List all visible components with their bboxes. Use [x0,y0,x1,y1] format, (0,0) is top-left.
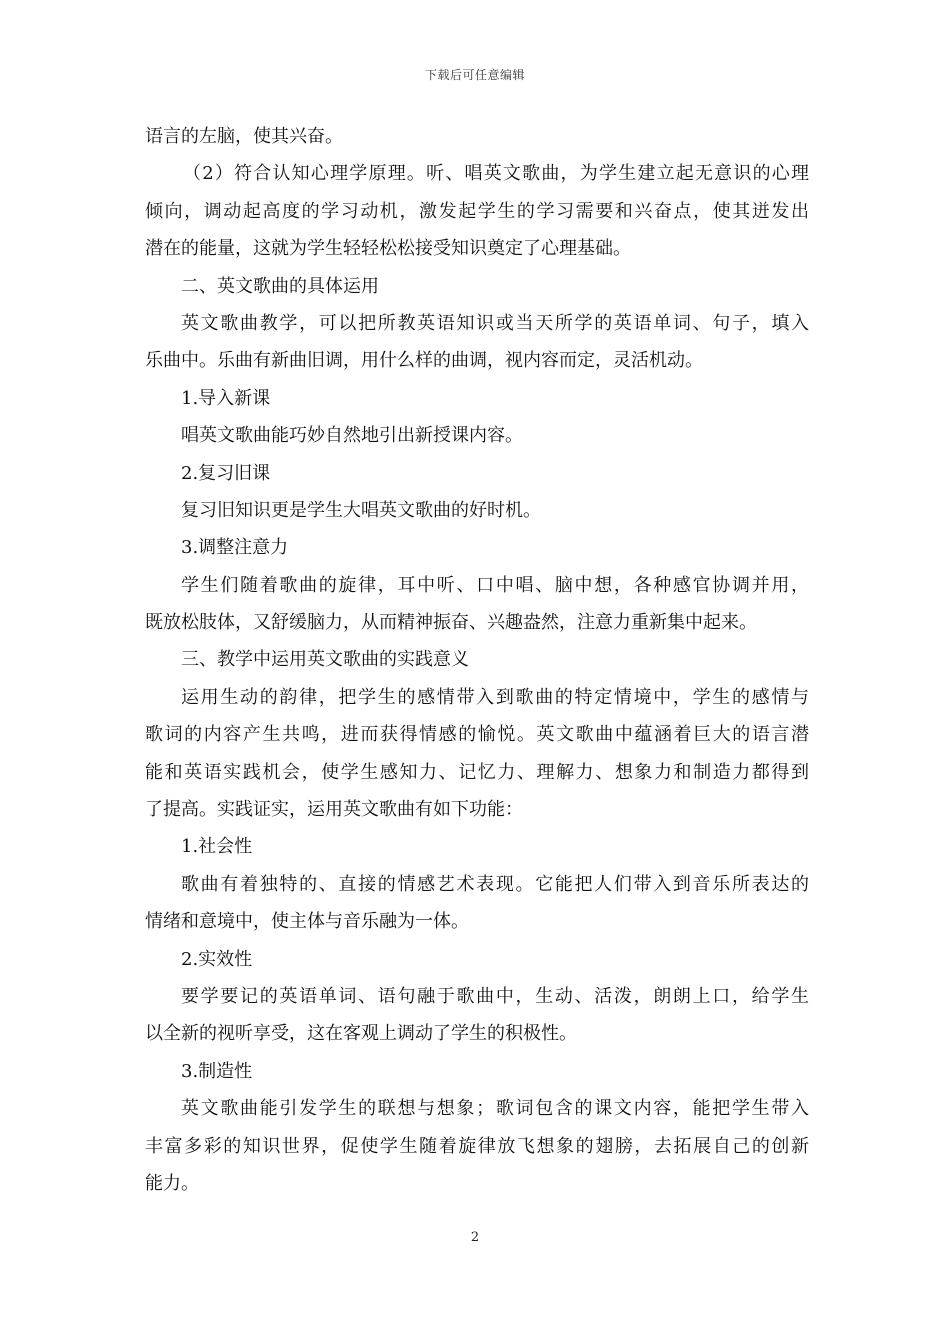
subsection-heading: 3.调整注意力 [181,537,289,559]
subsection-heading: 3.制造性 [181,1060,253,1082]
paragraph-line: 复习旧知识更是学生大唱英文歌曲的好时机。 [181,499,541,521]
paragraph-line: 要学要记的英语单词、语句融于歌曲中，生动、活泼，朗朗上口，给学生 [181,985,809,1007]
paragraph-line: 潜在的能量，这就为学生轻轻松松接受知识奠定了心理基础。 [145,238,631,260]
paragraph-line: 唱英文歌曲能巧妙自然地引出新授课内容。 [181,425,523,447]
paragraph-line: 语言的左脑，使其兴奋。 [145,126,343,147]
paragraph-line: 既放松肢体，又舒缓脑力，从而精神振奋、兴趣盎然，注意力重新集中起来。 [145,612,757,634]
paragraph-line: 能和英语实践机会，使学生感知力、记忆力、理解力、想象力和制造力都得到 [145,761,809,783]
paragraph-line: 情绪和意境中，使主体与音乐融为一体。 [145,911,469,933]
subsection-heading: 1.社会性 [181,836,253,858]
page-header: 下载后可任意编辑 [424,68,525,82]
paragraph-line: 倾向，调动起高度的学习动机，激发起学生的学习需要和兴奋点，使其迸发出 [145,200,809,222]
section-heading: 二、英文歌曲的具体运用 [181,275,379,297]
subsection-heading: 1.导入新课 [181,387,271,409]
subsection-heading: 2.复习旧课 [181,462,271,484]
paragraph-line: 学生们随着歌曲的旋律，耳中听、口中唱、脑中想，各种感官协调并用， [181,574,809,596]
paragraph-line: 英文歌曲能引发学生的联想与想象；歌词包含的课文内容，能把学生带入 [181,1098,809,1120]
document-body [145,118,809,1202]
section-heading: 三、教学中运用英文歌曲的实践意义 [181,649,469,671]
paragraph-line: （2）符合认知心理学原理。听、唱英文歌曲，为学生建立起无意识的心理 [183,163,809,185]
paragraph-line: 能力。 [145,1172,199,1194]
paragraph-line: 运用生动的韵律，把学生的感情带入到歌曲的特定情境中，学生的感情与 [181,686,809,708]
paragraph-line: 歌曲有着独特的、直接的情感艺术表现。它能把人们带入到音乐所表达的 [181,873,809,895]
paragraph-line: 英文歌曲教学，可以把所教英语知识或当天所学的英语单词、句子，填入 [181,312,809,334]
subsection-heading: 2.实效性 [181,948,253,970]
paragraph-line: 了提高。实践证实，运用英文歌曲有如下功能： [145,799,523,821]
paragraph-line: 丰富多彩的知识世界，促使学生随着旋律放飞想象的翅膀，去拓展自己的创新 [145,1135,809,1157]
paragraph-line: 以全新的视听享受，这在客观上调动了学生的积极性。 [145,1023,577,1045]
page-number: 2 [470,1230,480,1245]
paragraph-line: 歌词的内容产生共鸣，进而获得情感的愉悦。英文歌曲中蕴涵着巨大的语言潜 [145,724,809,746]
paragraph-line: 乐曲中。乐曲有新曲旧调，用什么样的曲调，视内容而定，灵活机动。 [145,350,703,372]
